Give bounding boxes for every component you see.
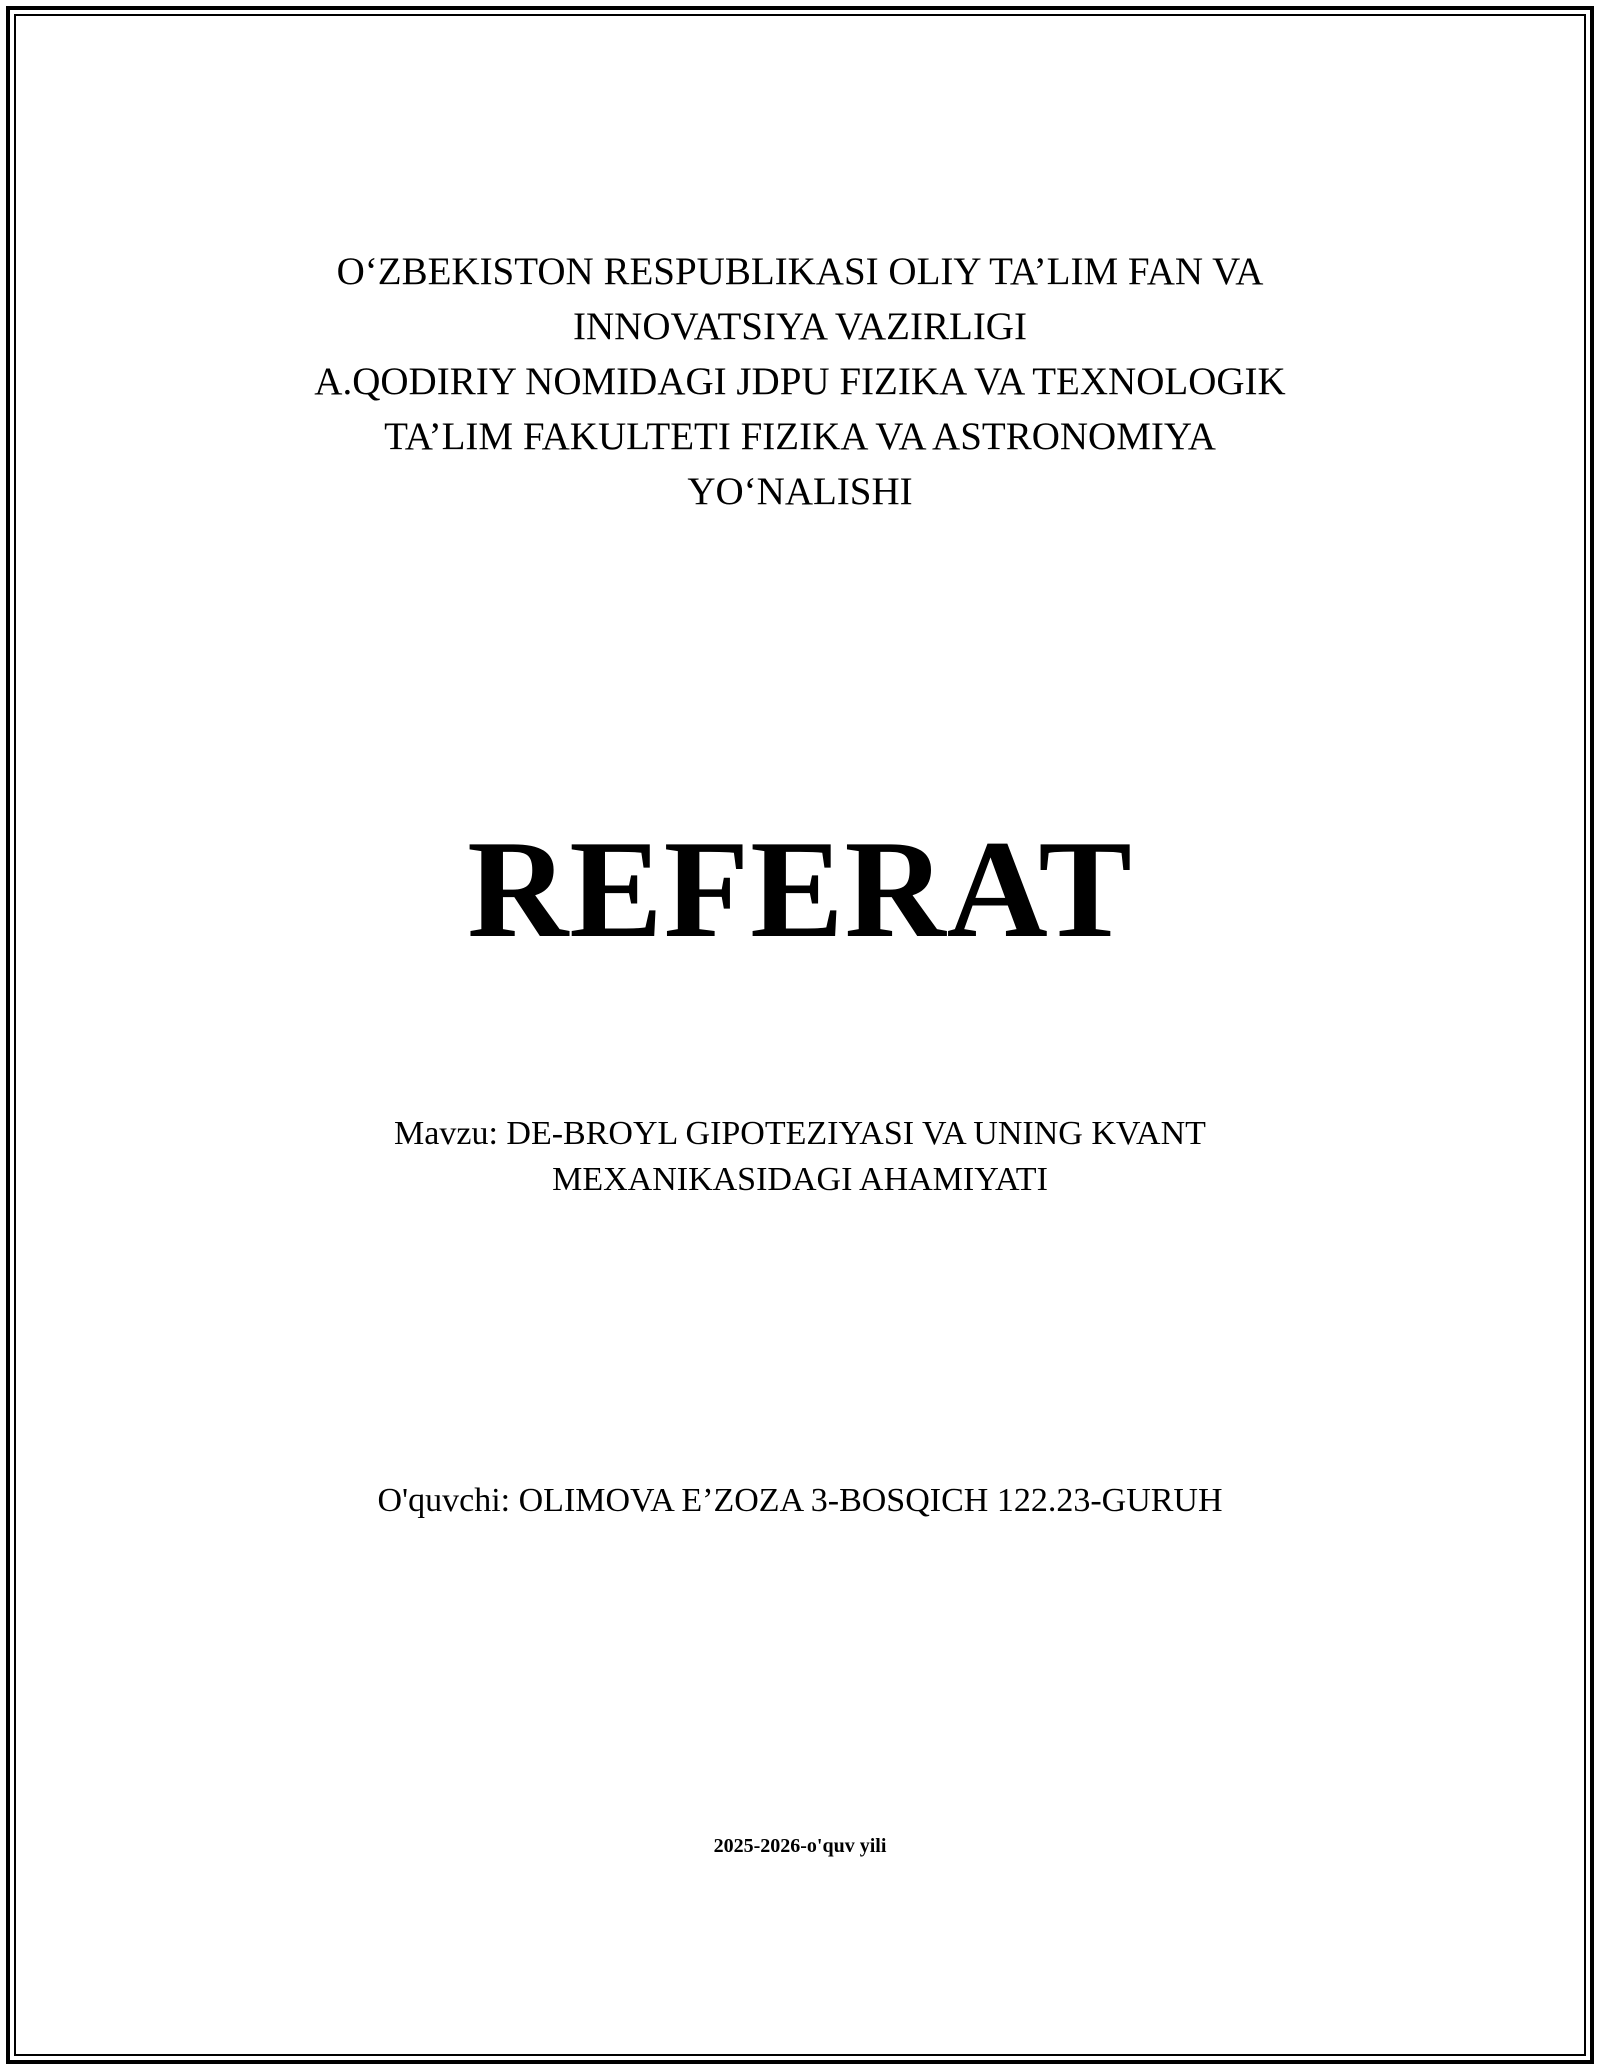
ministry-line: A.QODIRIY NOMIDAGI JDPU FIZIKA VA TEXNOLOGIK xyxy=(314,360,1286,403)
ministry-line: YO‘NALISHI xyxy=(687,470,913,513)
student-info: O'quvchi: OLIMOVA E’ZOZA 3-BOSQICH 122.23-GURUH xyxy=(377,1482,1223,1519)
topic-line: MEXANIKASIDAGI AHAMIYATI xyxy=(552,1161,1048,1198)
document-title: REFERAT xyxy=(467,812,1133,967)
ministry-line: O‘ZBEKISTON RESPUBLIKASI OLIY TA’LIM FAN VA xyxy=(336,250,1264,293)
ministry-line: TA’LIM FAKULTETI FIZIKA VA ASTRONOMIYA xyxy=(384,415,1216,458)
ministry-header xyxy=(0,244,1600,519)
topic xyxy=(0,1111,1600,1203)
academic-year: 2025-2026-o'quv yili xyxy=(713,1835,887,1857)
topic-line: Mavzu: DE-BROYL GIPOTEZIYASI VA UNING KVANT xyxy=(394,1115,1206,1152)
ministry-line: INNOVATSIYA VAZIRLIGI xyxy=(573,305,1027,348)
